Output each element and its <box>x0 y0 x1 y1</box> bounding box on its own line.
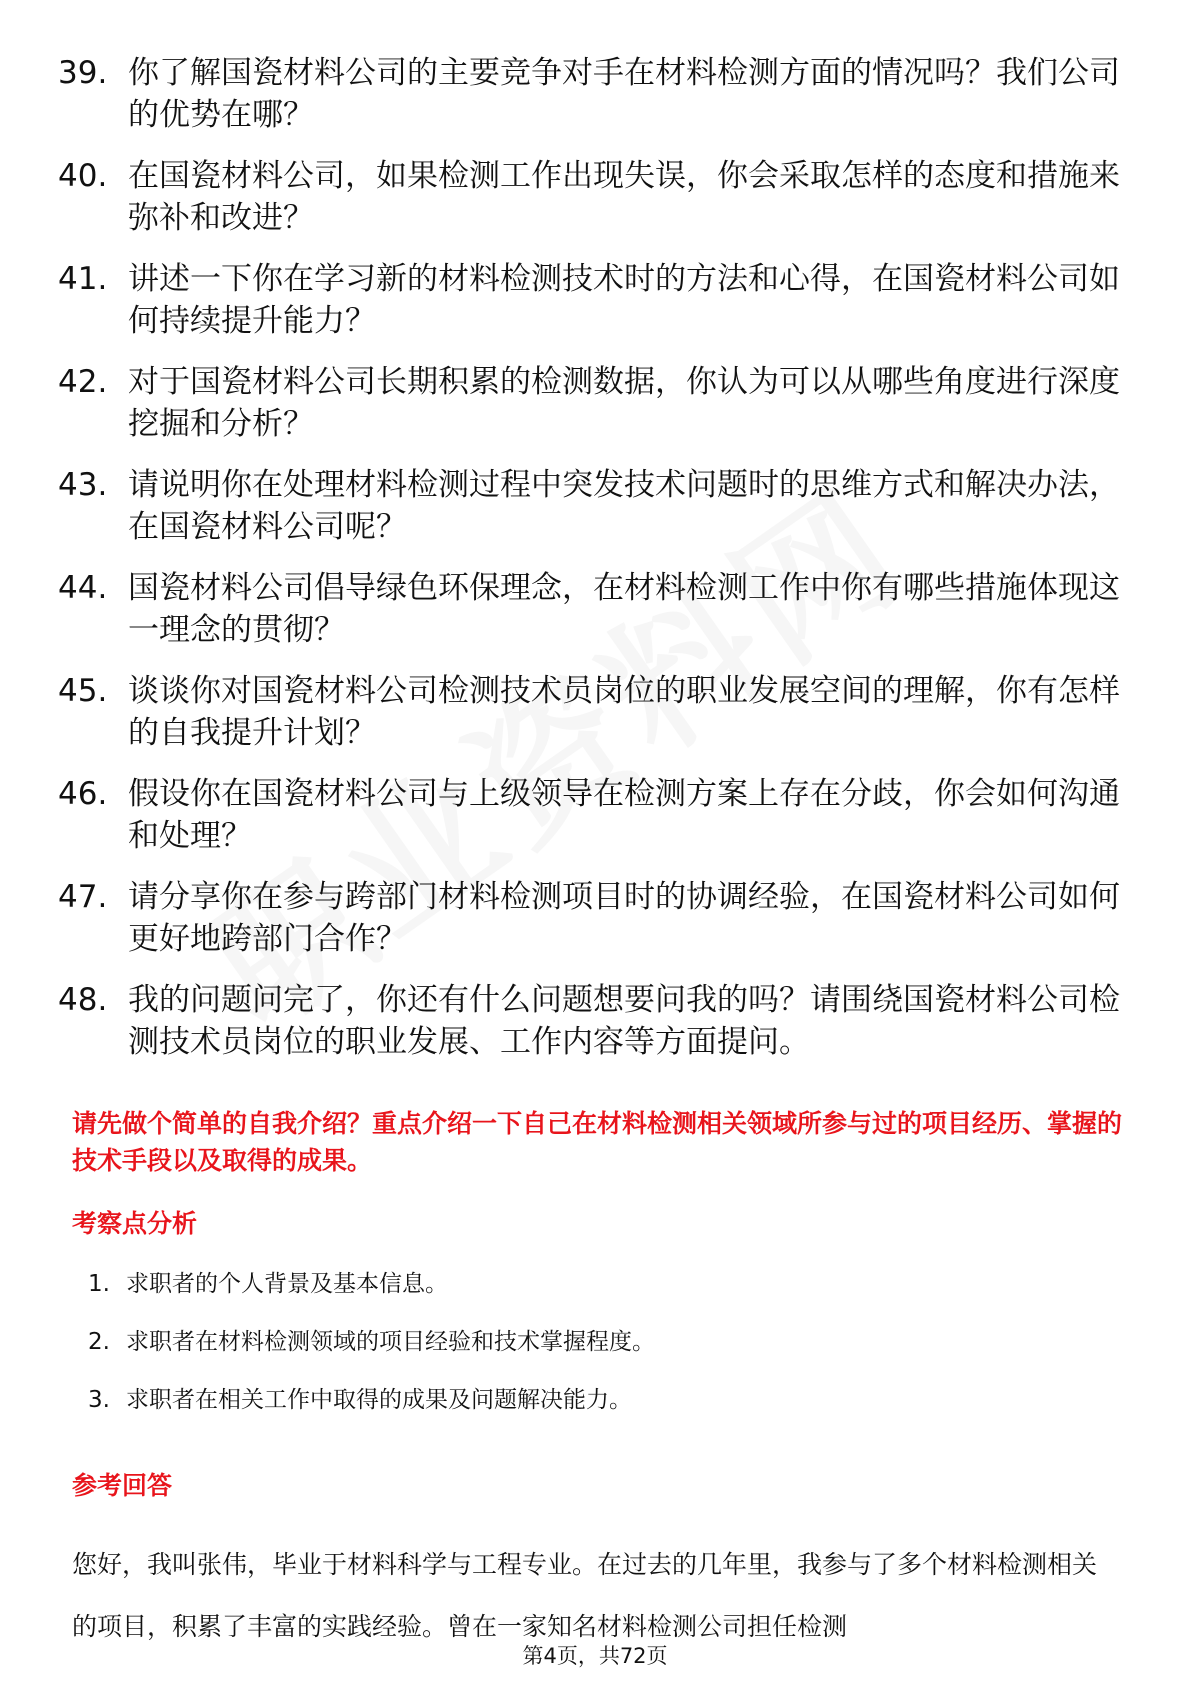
question-text: 对于国瓷材料公司长期积累的检测数据，你认为可以从哪些角度进行深度挖掘和分析？ <box>128 364 1120 442</box>
analysis-text: 求职者在材料检测领域的项目经验和技术掌握程度。 <box>126 1329 655 1355</box>
question-number: 46. <box>58 776 108 812</box>
question-text: 我的问题问完了，你还有什么问题想要问我的吗？请围绕国瓷材料公司检测技术员岗位的职业发展、工作内容等方面提问。 <box>128 982 1120 1060</box>
question-text: 你了解国瓷材料公司的主要竞争对手在材料检测方面的情况吗？我们公司的优势在哪？ <box>128 55 1120 133</box>
analysis-number: 1. <box>88 1271 110 1297</box>
question-number: 39. <box>58 55 108 91</box>
analysis-text: 求职者的个人背景及基本信息。 <box>126 1271 448 1297</box>
question-item <box>58 567 1128 651</box>
question-list <box>58 52 1128 1082</box>
question-number: 48. <box>58 982 108 1018</box>
question-text: 讲述一下你在学习新的材料检测技术时的方法和心得，在国瓷材料公司如何持续提升能力？ <box>128 261 1120 339</box>
question-item <box>58 876 1128 960</box>
question-number: 40. <box>58 158 108 194</box>
question-text: 请分享你在参与跨部门材料检测项目时的协调经验，在国瓷材料公司如何更好地跨部门合作？ <box>128 879 1120 957</box>
question-item <box>58 773 1128 857</box>
question-item <box>58 258 1128 342</box>
analysis-item <box>88 1268 1088 1300</box>
question-item <box>58 464 1128 548</box>
analysis-item <box>88 1384 1088 1416</box>
question-number: 44. <box>58 570 108 606</box>
reference-answer: 您好，我叫张伟，毕业于材料科学与工程专业。在过去的几年里，我参与了多个材料检测相关的项目，积累了丰富的实践经验。曾在一家知名材料检测公司担任检测 <box>72 1550 1098 1641</box>
question-text: 谈谈你对国瓷材料公司检测技术员岗位的职业发展空间的理解，你有怎样的自我提升计划？ <box>128 673 1120 751</box>
reference-title: 参考回答 <box>72 1471 173 1500</box>
question-item <box>58 361 1128 445</box>
analysis-item <box>88 1326 1088 1358</box>
analysis-text: 求职者在相关工作中取得的成果及问题解决能力。 <box>126 1387 632 1413</box>
analysis-number: 3. <box>88 1387 110 1413</box>
question-item <box>58 979 1128 1063</box>
analysis-number: 2. <box>88 1329 110 1355</box>
analysis-title: 考察点分析 <box>72 1209 198 1238</box>
question-text: 在国瓷材料公司，如果检测工作出现失误，你会采取怎样的态度和措施来弥补和改进？ <box>128 158 1120 236</box>
question-number: 42. <box>58 364 108 400</box>
question-text: 假设你在国瓷材料公司与上级领导在检测方案上存在分歧，你会如何沟通和处理？ <box>128 776 1120 854</box>
question-number: 43. <box>58 467 108 503</box>
question-number: 41. <box>58 261 108 297</box>
question-text: 国瓷材料公司倡导绿色环保理念，在材料检测工作中你有哪些措施体现这一理念的贯彻？ <box>128 570 1120 648</box>
question-item <box>58 52 1128 136</box>
question-text: 请说明你在处理材料检测过程中突发技术问题时的思维方式和解决办法，在国瓷材料公司呢？ <box>128 467 1120 545</box>
question-number: 45. <box>58 673 108 709</box>
question-item <box>58 155 1128 239</box>
question-item <box>58 670 1128 754</box>
analysis-list <box>88 1268 1088 1442</box>
focus-question: 请先做个简单的自我介绍？重点介绍一下自己在材料检测相关领域所参与过的项目经历、掌握的技术手段以及取得的成果。 <box>72 1109 1123 1175</box>
page-footer: 第4页，共72页 <box>522 1644 668 1668</box>
question-number: 47. <box>58 879 108 915</box>
